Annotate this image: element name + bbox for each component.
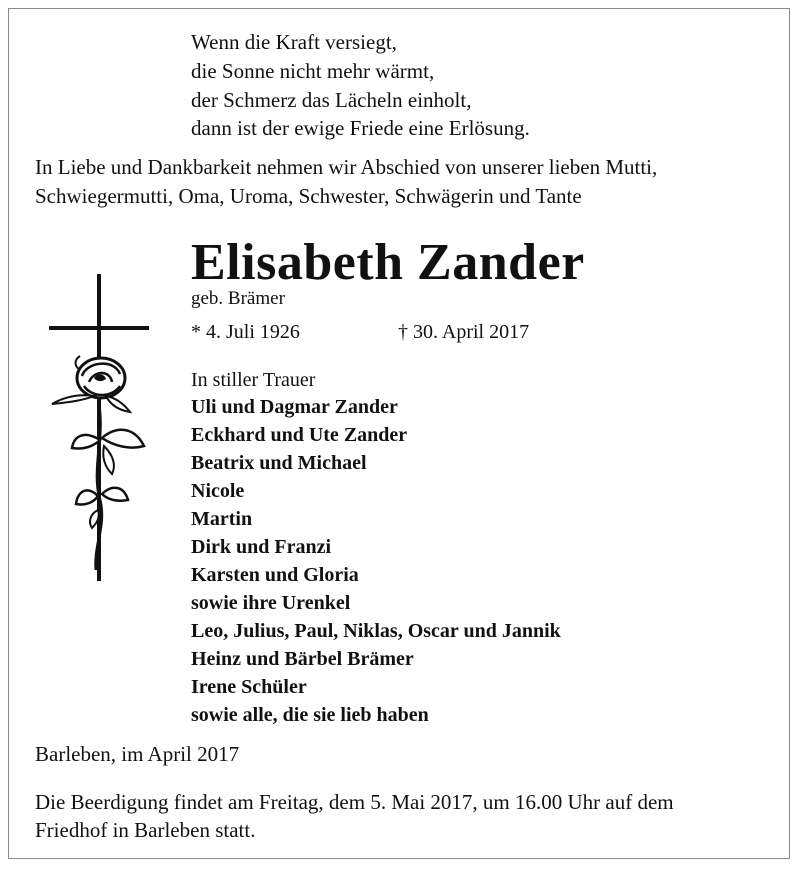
mourner-line: Uli und Dagmar Zander: [191, 396, 398, 418]
mourner-line: Karsten und Gloria: [191, 564, 359, 586]
poem-line: dann ist der ewige Friede eine Erlösung.: [191, 116, 530, 140]
mourner-line: Eckhard und Ute Zander: [191, 424, 408, 446]
rose-icon: [76, 356, 126, 398]
maiden-name: geb. Brämer: [191, 288, 285, 309]
funeral-line: Die Beerdigung findet am Freitag, dem 5. Mai 2017, um 16.00 Uhr auf dem: [35, 790, 674, 814]
poem-line: die Sonne nicht mehr wärmt,: [191, 59, 435, 83]
mourners-heading: In stiller Trauer: [191, 369, 316, 391]
mourner-line: Nicole: [191, 480, 245, 502]
birth-date: * 4. Juli 1926: [191, 321, 300, 343]
cross-horizontal-bar: [49, 326, 149, 330]
mourner-line: Martin: [191, 508, 253, 530]
deceased-name: Elisabeth Zander: [191, 234, 585, 291]
cross-rose-icon: [44, 270, 154, 585]
poem-line: der Schmerz das Lächeln einholt,: [191, 88, 472, 112]
intro-line: Schwiegermutti, Oma, Uroma, Schwester, Schwägerin und Tante: [35, 184, 582, 208]
mourner-line: sowie ihre Urenkel: [191, 592, 351, 614]
mourner-line: Irene Schüler: [191, 676, 307, 698]
mourner-line: Leo, Julius, Paul, Niklas, Oscar und Jannik: [191, 620, 561, 642]
mourner-line: sowie alle, die sie lieb haben: [191, 704, 429, 726]
death-date: † 30. April 2017: [398, 321, 530, 343]
mourner-line: Heinz und Bärbel Brämer: [191, 648, 414, 670]
intro-line: In Liebe und Dankbarkeit nehmen wir Abschied von unserer lieben Mutti,: [35, 155, 658, 179]
place-date: Barleben, im April 2017: [35, 742, 240, 766]
mourner-line: Beatrix und Michael: [191, 452, 367, 474]
poem-line: Wenn die Kraft versiegt,: [191, 30, 397, 54]
funeral-line: Friedhof in Barleben statt.: [35, 818, 256, 842]
mourner-line: Dirk und Franzi: [191, 536, 332, 558]
